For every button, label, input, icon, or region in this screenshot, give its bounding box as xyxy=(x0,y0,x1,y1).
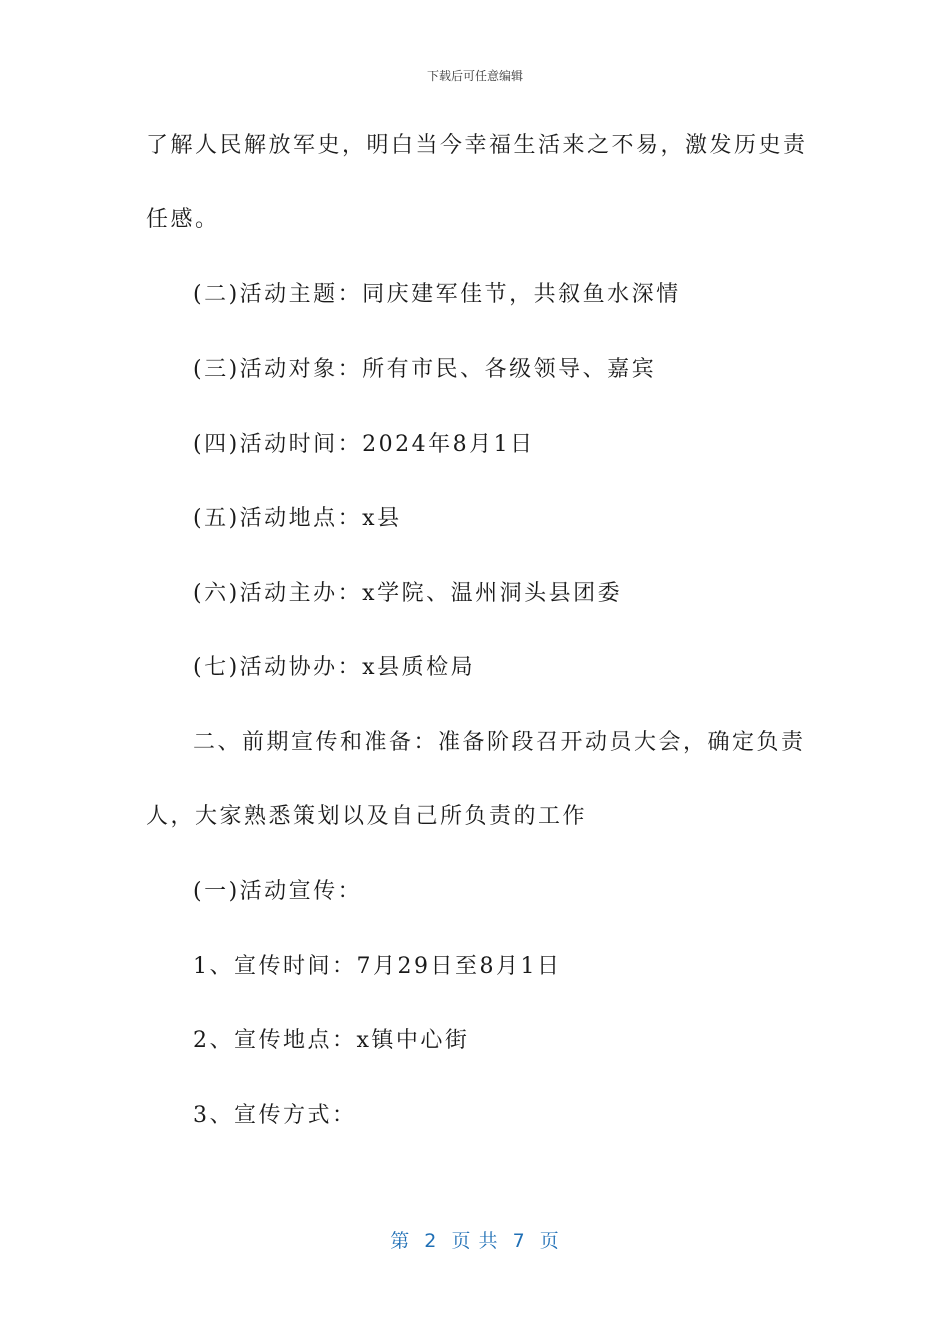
body-line: (四)活动时间：2024年8月1日 xyxy=(193,432,535,457)
body-line: (二)活动主题：同庆建军佳节，共叙鱼水深情 xyxy=(193,282,681,307)
body-line: (五)活动地点：x县 xyxy=(193,506,402,531)
header-note: 下载后可任意编辑 xyxy=(426,69,523,83)
body-line: 了解人民解放军史，明白当今幸福生活来之不易，激发历史责 xyxy=(146,133,808,158)
body-line: (三)活动对象：所有市民、各级领导、嘉宾 xyxy=(193,357,657,382)
body-line: 任感。 xyxy=(146,207,220,232)
body-line: 人，大家熟悉策划以及自己所负责的工作 xyxy=(146,804,588,829)
body-line: 二、前期宣传和准备：准备阶段召开动员大会，确定负责 xyxy=(193,730,806,755)
body-line: 3、宣传方式： xyxy=(193,1103,357,1128)
page-number-footer: 第 2 页 共 7 页 xyxy=(390,1230,560,1252)
body-line: 1、宣传时间：7月29日至8月1日 xyxy=(193,954,562,979)
body-line: (六)活动主办：x学院、温州洞头县团委 xyxy=(193,581,623,606)
body-line: 2、宣传地点：x镇中心街 xyxy=(193,1028,470,1053)
body-line: (一)活动宣传： xyxy=(193,879,363,904)
body-line: (七)活动协办：x县质检局 xyxy=(193,655,476,680)
